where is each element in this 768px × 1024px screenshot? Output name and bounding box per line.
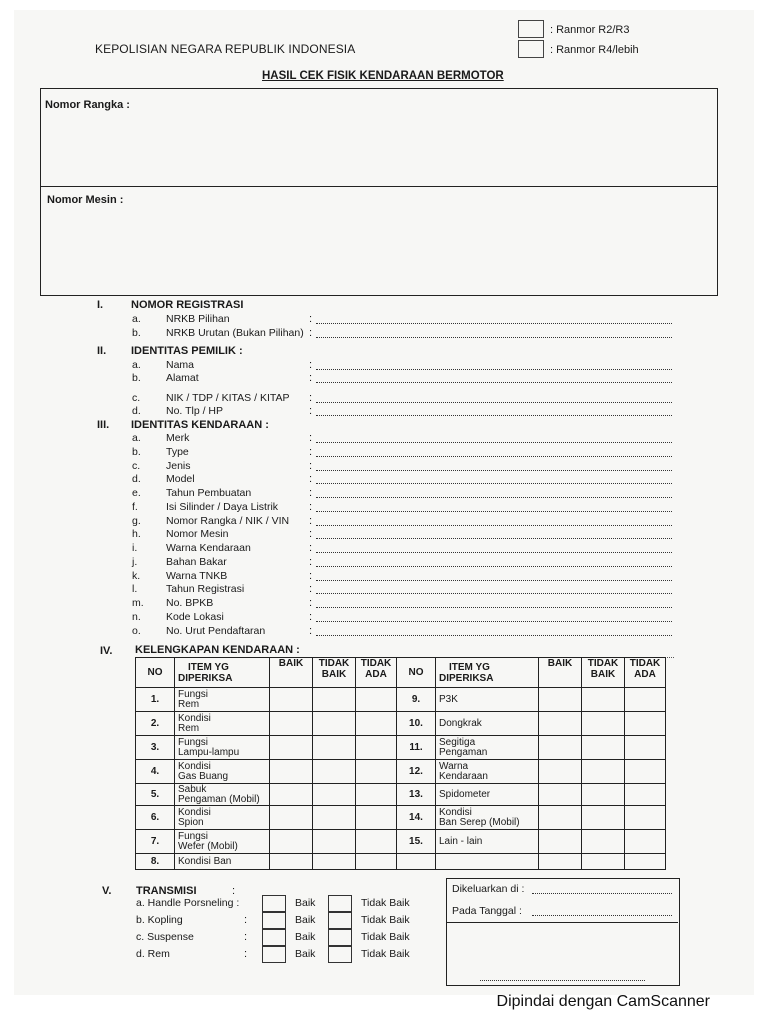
right-item-name <box>436 830 539 854</box>
header-tidak-baik-left-line1: TIDAK <box>318 658 350 669</box>
header-tidak-ada-right-line1: TIDAK <box>629 658 661 669</box>
signature-line[interactable] <box>480 980 645 981</box>
s1-item-field[interactable] <box>316 337 672 338</box>
header-tidak-ada-left-line2: ADA <box>365 669 387 680</box>
baik-checkbox[interactable] <box>262 946 286 963</box>
right-item-name <box>436 806 539 830</box>
s3-item-label: Bahan Bakar <box>166 555 227 568</box>
s3-item-colon: : <box>309 597 313 609</box>
s2-item-label: Nama <box>166 359 195 371</box>
left-item-name <box>175 830 270 854</box>
left-tidak-ada-cell[interactable] <box>356 736 397 760</box>
right-item-name <box>436 712 539 736</box>
right-item-name <box>436 760 539 784</box>
table-row <box>136 806 666 830</box>
s3-item-colon: : <box>309 542 313 554</box>
s3-item-colon: : <box>309 624 313 637</box>
header-no-left: NO <box>136 658 175 688</box>
s3-item-field[interactable] <box>316 525 672 526</box>
right-item-name-line1: P3K <box>439 693 458 705</box>
box-divider <box>40 186 718 187</box>
right-item-name-line1: Spidometer <box>439 788 491 800</box>
s3-item-label: Kode Lokasi <box>166 610 224 623</box>
form-title: HASIL CEK FISIK KENDARAAN BERMOTOR <box>262 70 504 82</box>
right-baik-cell[interactable] <box>539 712 582 736</box>
left-baik-cell[interactable] <box>270 830 313 854</box>
right-tidak-baik-cell[interactable] <box>582 688 625 712</box>
left-item-name <box>175 806 270 830</box>
s3-item-letter: g. <box>132 514 141 527</box>
header-tidak-baik-left <box>313 658 356 688</box>
s3-item-field[interactable] <box>316 538 672 539</box>
baik-checkbox[interactable] <box>262 929 286 946</box>
s2-item-field[interactable] <box>316 415 672 416</box>
s2-item-field[interactable] <box>316 382 672 383</box>
s3-item-letter: i. <box>132 542 138 554</box>
left-item-no: 4. <box>136 760 175 784</box>
left-item-name-line2: Pengaman (Mobil) <box>178 793 260 805</box>
header-tidak-ada-left-line1: TIDAK <box>360 658 392 669</box>
s3-item-colon: : <box>309 500 313 513</box>
header-item-right <box>436 658 539 688</box>
left-tidak-baik-cell[interactable] <box>313 806 356 830</box>
right-item-name-line1: Segitiga <box>439 736 476 748</box>
s2-item-letter: c. <box>132 392 141 404</box>
s3-item-field[interactable] <box>316 442 672 443</box>
dikeluarkan-field[interactable] <box>532 893 672 894</box>
left-item-name-line1: Kondisi <box>178 760 211 772</box>
right-baik-cell[interactable] <box>539 736 582 760</box>
section-s2-title: IDENTITAS PEMILIK : <box>131 345 243 357</box>
pada-tanggal-label: Pada Tanggal : <box>452 905 522 917</box>
left-item-name-line1: Kondisi <box>178 712 211 724</box>
section-s3-title: IDENTITAS KENDARAAN : <box>131 419 269 431</box>
s3-item-label: Nomor Rangka / NIK / VIN <box>166 514 290 527</box>
section-v-title: TRANSMISI <box>136 885 197 897</box>
s3-item-field[interactable] <box>316 497 672 498</box>
s3-item-field[interactable] <box>316 456 672 457</box>
right-item-no: 13. <box>397 784 436 806</box>
s3-item-field[interactable] <box>316 580 672 581</box>
right-item-name-line1: Dongkrak <box>439 717 482 729</box>
right-tidak-ada-cell[interactable] <box>625 736 666 760</box>
s2-item-colon: : <box>309 359 313 371</box>
left-item-no: 8. <box>136 854 175 870</box>
s3-item-label: Warna TNKB <box>166 569 228 582</box>
left-item-name-line2: Gas Buang <box>178 770 229 782</box>
right-item-name-line1: Lain - lain <box>439 835 483 847</box>
checkbox-ranmor-r4[interactable] <box>518 40 544 58</box>
s1-item-field[interactable] <box>316 323 672 324</box>
left-item-name <box>175 760 270 784</box>
s1-item-letter: a. <box>132 313 141 325</box>
left-item-name-line2: Spion <box>178 816 204 828</box>
s3-item-label: Warna Kendaraan <box>166 542 251 554</box>
s3-item-field[interactable] <box>316 566 672 567</box>
s2-item-letter: a. <box>132 359 141 371</box>
s3-item-label: No. Urut Pendaftaran <box>166 624 266 637</box>
s3-item-label: Type <box>166 445 189 458</box>
right-tidak-baik-cell[interactable] <box>582 712 625 736</box>
header-tidak-baik-right-line1: TIDAK <box>587 658 619 669</box>
left-item-no: 7. <box>136 830 175 854</box>
left-item-no: 5. <box>136 784 175 806</box>
left-item-no: 1. <box>136 688 175 712</box>
s2-item-colon: : <box>309 405 313 417</box>
header-baik-left: BAIK <box>270 658 313 688</box>
s2-item-letter: b. <box>132 372 141 384</box>
left-baik-cell[interactable] <box>270 854 313 870</box>
left-tidak-ada-cell[interactable] <box>356 784 397 806</box>
left-item-name-line2: Rem <box>178 722 200 734</box>
right-item-no: 15. <box>397 830 436 854</box>
left-item-name <box>175 854 270 870</box>
tidak-baik-checkbox[interactable] <box>328 929 352 946</box>
right-tidak-ada-cell[interactable] <box>625 806 666 830</box>
checkbox-ranmor-r2[interactable] <box>518 20 544 38</box>
header-tidak-ada-right-line2: ADA <box>634 669 656 680</box>
pada-tanggal-field[interactable] <box>532 915 672 916</box>
left-tidak-ada-cell[interactable] <box>356 830 397 854</box>
transmisi-item-label: c. Suspense <box>136 931 194 943</box>
s3-item-field[interactable] <box>316 607 672 608</box>
s2-item-label: NIK / TDP / KITAS / KITAP <box>166 392 290 404</box>
left-item-name-line2: Wefer (Mobil) <box>178 840 238 852</box>
right-item-name <box>436 854 539 870</box>
s3-item-label: Nomor Mesin <box>166 528 229 541</box>
table-row <box>136 784 666 806</box>
s3-item-letter: d. <box>132 473 141 486</box>
s3-item-label: No. BPKB <box>166 597 214 609</box>
left-tidak-ada-cell[interactable] <box>356 760 397 784</box>
right-item-name-line2: Pengaman <box>439 746 488 758</box>
dikeluarkan-label: Dikeluarkan di : <box>452 883 525 895</box>
right-tidak-ada-cell[interactable] <box>625 712 666 736</box>
table-row <box>136 712 666 736</box>
left-item-name <box>175 712 270 736</box>
left-tidak-baik-cell[interactable] <box>313 784 356 806</box>
right-tidak-baik-cell[interactable] <box>582 854 625 870</box>
right-item-name <box>436 688 539 712</box>
s3-item-letter: b. <box>132 445 141 458</box>
right-baik-cell[interactable] <box>539 854 582 870</box>
header-item-left <box>175 658 270 688</box>
s3-item-letter: f. <box>132 500 138 513</box>
transmisi-item-colon: : <box>244 914 248 926</box>
s3-item-colon: : <box>309 569 313 582</box>
s3-item-field[interactable] <box>316 621 672 622</box>
s3-item-letter: h. <box>132 528 141 541</box>
table-row <box>136 854 666 870</box>
table-row <box>136 760 666 784</box>
s3-item-colon: : <box>309 514 313 527</box>
left-item-name-line1: Kondisi <box>178 806 211 818</box>
right-baik-cell[interactable] <box>539 830 582 854</box>
table-row <box>136 736 666 760</box>
nomor-mesin-label: Nomor Mesin : <box>47 194 124 206</box>
right-item-no <box>397 854 436 870</box>
left-tidak-baik-cell[interactable] <box>313 760 356 784</box>
tidak-baik-label: Tidak Baik <box>361 897 410 909</box>
left-tidak-baik-cell[interactable] <box>313 712 356 736</box>
s1-item-label: NRKB Urutan (Bukan Pilihan) <box>166 327 304 339</box>
s3-item-letter: o. <box>132 624 141 637</box>
header-tidak-ada-right <box>625 658 666 688</box>
baik-label: Baik <box>295 897 316 909</box>
tidak-baik-label: Tidak Baik <box>361 931 410 943</box>
left-tidak-baik-cell[interactable] <box>313 854 356 870</box>
s3-item-letter: m. <box>132 597 144 609</box>
transmisi-item-label: d. Rem <box>136 948 170 960</box>
right-item-no: 12. <box>397 760 436 784</box>
right-item-no: 10. <box>397 712 436 736</box>
right-item-no: 14. <box>397 806 436 830</box>
s3-item-field[interactable] <box>316 593 672 594</box>
right-item-no: 9. <box>397 688 436 712</box>
right-tidak-ada-cell[interactable] <box>625 854 666 870</box>
right-baik-cell[interactable] <box>539 784 582 806</box>
left-item-name-line1: Kondisi Ban <box>178 855 232 867</box>
right-tidak-ada-cell[interactable] <box>625 688 666 712</box>
section-iv-number: IV. <box>100 645 113 657</box>
right-item-name-line1: Warna <box>439 760 469 772</box>
section-s1-title: NOMOR REGISTRASI <box>131 299 244 311</box>
left-item-name <box>175 688 270 712</box>
right-item-name-line2: Ban Serep (Mobil) <box>439 816 520 828</box>
agency-name: KEPOLISIAN NEGARA REPUBLIK INDONESIA <box>95 42 356 56</box>
right-tidak-baik-cell[interactable] <box>582 736 625 760</box>
s3-item-label: Isi Silinder / Daya Listrik <box>166 500 279 513</box>
s3-item-field[interactable] <box>316 511 672 512</box>
s3-item-field[interactable] <box>316 483 672 484</box>
right-item-name-line1: Kondisi <box>439 806 472 818</box>
left-tidak-ada-cell[interactable] <box>356 688 397 712</box>
s3-item-colon: : <box>309 610 313 623</box>
s2-item-colon: : <box>309 372 313 384</box>
left-item-name <box>175 736 270 760</box>
s3-item-colon: : <box>309 555 313 568</box>
section-s2-number: II. <box>97 345 107 357</box>
section-v-number: V. <box>102 885 112 897</box>
s3-item-letter: c. <box>132 459 141 472</box>
left-item-no: 6. <box>136 806 175 830</box>
section-s3-number: III. <box>97 419 110 431</box>
transmisi-item-colon: : <box>244 948 248 960</box>
tidak-baik-checkbox[interactable] <box>328 946 352 963</box>
right-baik-cell[interactable] <box>539 760 582 784</box>
left-item-name-line2: Lampu-lampu <box>178 746 240 758</box>
s1-item-letter: b. <box>132 327 141 339</box>
left-item-no: 3. <box>136 736 175 760</box>
left-item-name-line1: Fungsi <box>178 688 209 700</box>
nomor-rangka-label: Nomor Rangka : <box>45 99 130 111</box>
baik-checkbox[interactable] <box>262 895 286 912</box>
header-tidak-baik-right <box>582 658 625 688</box>
table-row <box>136 688 666 712</box>
right-tidak-baik-cell[interactable] <box>582 830 625 854</box>
header-tidak-baik-left-line2: BAIK <box>321 669 347 680</box>
s3-item-field[interactable] <box>316 635 672 636</box>
left-item-name-line1: Sabuk <box>178 783 207 795</box>
frame-engine-box <box>40 88 718 296</box>
s2-item-colon: : <box>309 392 313 404</box>
left-item-name-line2: Rem <box>178 698 200 710</box>
right-tidak-ada-cell[interactable] <box>625 760 666 784</box>
left-baik-cell[interactable] <box>270 688 313 712</box>
right-tidak-baik-cell[interactable] <box>582 806 625 830</box>
right-item-name <box>436 736 539 760</box>
left-tidak-baik-cell[interactable] <box>313 736 356 760</box>
header-item-right-line1: ITEM YG <box>449 661 490 673</box>
right-item-name-line2: Kendaraan <box>439 770 488 782</box>
right-baik-cell[interactable] <box>539 806 582 830</box>
left-baik-cell[interactable] <box>270 736 313 760</box>
left-baik-cell[interactable] <box>270 760 313 784</box>
section-iv-title: KELENGKAPAN KENDARAAN : <box>135 644 300 656</box>
left-tidak-baik-cell[interactable] <box>313 830 356 854</box>
s3-item-letter: n. <box>132 610 141 623</box>
baik-label: Baik <box>295 931 316 943</box>
s3-item-colon: : <box>309 459 313 472</box>
s3-item-label: Tahun Pembuatan <box>166 487 252 499</box>
header-tidak-baik-right-line2: BAIK <box>590 669 616 680</box>
right-tidak-ada-cell[interactable] <box>625 830 666 854</box>
header-no-right: NO <box>397 658 436 688</box>
left-tidak-baik-cell[interactable] <box>313 688 356 712</box>
left-baik-cell[interactable] <box>270 712 313 736</box>
s3-item-colon: : <box>309 487 313 499</box>
s3-item-letter: k. <box>132 569 141 582</box>
s3-item-label: Merk <box>166 432 190 444</box>
s3-item-colon: : <box>309 583 313 596</box>
s2-item-label: Alamat <box>166 372 199 384</box>
header-item-left-line1: ITEM YG <box>188 661 229 673</box>
left-item-name-line1: Fungsi <box>178 736 209 748</box>
transmisi-item-label: a. Handle Porsneling : <box>136 897 240 909</box>
option-ranmor-r2-label: : Ranmor R2/R3 <box>550 24 630 36</box>
left-item-name-line1: Fungsi <box>178 830 209 842</box>
baik-label: Baik <box>295 948 316 960</box>
section-s1-number: I. <box>97 299 104 311</box>
left-tidak-ada-cell[interactable] <box>356 854 397 870</box>
s3-item-colon: : <box>309 528 313 541</box>
right-tidak-ada-cell[interactable] <box>625 784 666 806</box>
s3-item-colon: : <box>309 432 313 444</box>
header-baik-right: BAIK <box>539 658 582 688</box>
right-item-no: 11. <box>397 736 436 760</box>
right-baik-cell[interactable] <box>539 688 582 712</box>
tidak-baik-label: Tidak Baik <box>361 948 410 960</box>
left-tidak-ada-cell[interactable] <box>356 806 397 830</box>
header-tidak-ada-left <box>356 658 397 688</box>
s3-item-letter: l. <box>132 583 138 596</box>
header-item-left-line2: DIPERIKSA <box>178 672 233 684</box>
s3-item-label: Tahun Registrasi <box>166 583 245 596</box>
right-item-name <box>436 784 539 806</box>
transmisi-item-label: b. Kopling <box>136 914 183 926</box>
s2-item-letter: d. <box>132 405 141 417</box>
header-item-right-line2: DIPERIKSA <box>439 672 494 684</box>
right-tidak-baik-cell[interactable] <box>582 760 625 784</box>
baik-label: Baik <box>295 914 316 926</box>
section-v-title-colon: : <box>232 885 236 897</box>
left-baik-cell[interactable] <box>270 784 313 806</box>
baik-checkbox[interactable] <box>262 912 286 929</box>
tidak-baik-checkbox[interactable] <box>328 895 352 912</box>
s3-item-label: Jenis <box>166 459 191 472</box>
s2-item-label: No. Tlp / HP <box>166 405 223 417</box>
option-ranmor-r4-label: : Ranmor R4/lebih <box>550 44 639 56</box>
left-item-no: 2. <box>136 712 175 736</box>
table-row <box>136 830 666 854</box>
left-baik-cell[interactable] <box>270 806 313 830</box>
s3-item-colon: : <box>309 445 313 458</box>
right-tidak-baik-cell[interactable] <box>582 784 625 806</box>
s3-item-letter: j. <box>132 555 138 568</box>
left-tidak-ada-cell[interactable] <box>356 712 397 736</box>
s1-item-label: NRKB Pilihan <box>166 313 230 325</box>
s1-item-colon: : <box>309 313 313 325</box>
s3-item-label: Model <box>166 473 195 486</box>
s3-item-letter: a. <box>132 432 141 444</box>
kelengkapan-table <box>135 657 666 870</box>
camscanner-watermark: Dipindai dengan CamScanner <box>496 993 710 1010</box>
tidak-baik-label: Tidak Baik <box>361 914 410 926</box>
tidak-baik-checkbox[interactable] <box>328 912 352 929</box>
s3-item-field[interactable] <box>316 552 672 553</box>
s3-item-field[interactable] <box>316 470 672 471</box>
s1-item-colon: : <box>309 327 313 339</box>
s2-item-field[interactable] <box>316 369 672 370</box>
issue-box-divider <box>446 922 678 923</box>
s2-item-field[interactable] <box>316 402 672 403</box>
transmisi-item-colon: : <box>244 931 248 943</box>
left-item-name <box>175 784 270 806</box>
s3-item-letter: e. <box>132 487 141 499</box>
s3-item-colon: : <box>309 473 313 486</box>
